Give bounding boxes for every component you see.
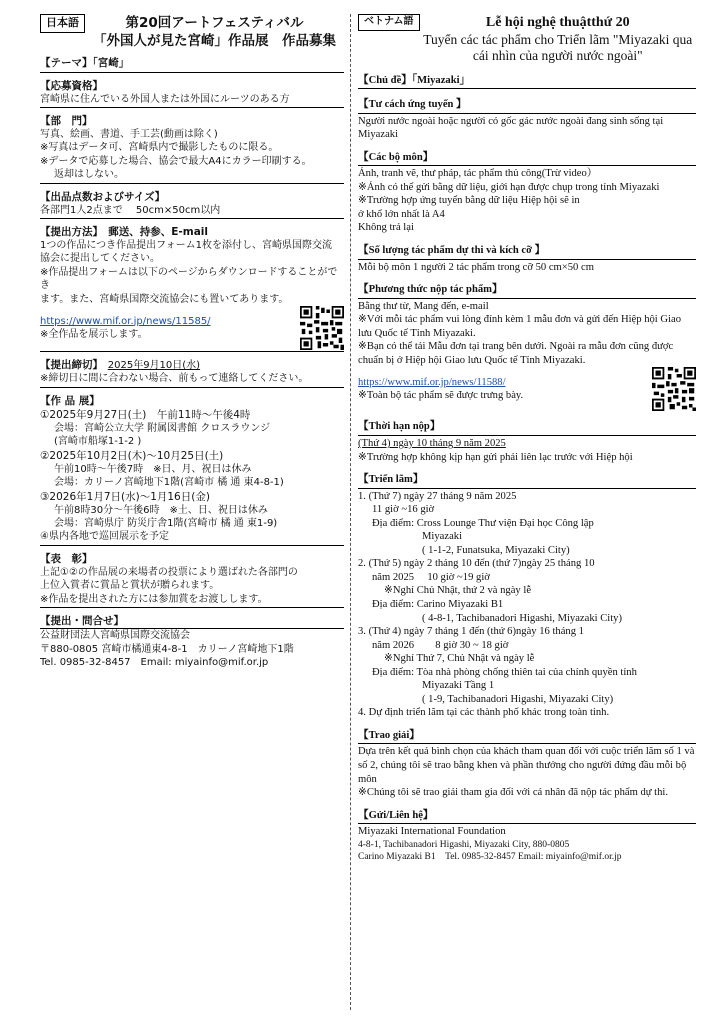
- vn-category-note-2: ※Trường hợp ứng tuyển bằng dữ liệu Hiệp hội sẽ in: [358, 195, 580, 207]
- vn-exhibit-3-time: năm 2026 8 giờ 30 ~ 18 giờ: [372, 639, 509, 651]
- jp-title-exhibition: 「外国人が見た宮崎」作品展 作品募集: [93, 33, 336, 50]
- jp-contact-heading: 【提出・問合せ】: [40, 614, 344, 629]
- jp-award-heading: 【表 彰】: [40, 552, 93, 565]
- jp-category-note-1: ※写真はデータ可、宮崎県内で撮影したものに限る。: [40, 142, 279, 154]
- vn-exhibit-3-venue-2: Miyazaki Tầng 1: [422, 680, 495, 692]
- jp-title-festival: 第20回アートフェスティバル: [125, 15, 304, 31]
- jp-method-line-4: ます。また、宮崎県国際交流協会にも置いてあります。: [40, 293, 289, 305]
- vn-theme-section: [358, 74, 696, 90]
- vn-theme-heading: 【Chủ đề】「Miyazaki」: [358, 74, 696, 90]
- vn-exhibit-1-time: 11 giờ ~16 giờ: [372, 504, 435, 516]
- jp-deadline-heading: 【提出締切】: [40, 359, 98, 372]
- vn-language-tag: ベトナム語: [358, 14, 420, 31]
- vn-eligibility-heading: 【Tư cách ứng tuyển 】: [358, 98, 696, 114]
- vn-count-text: Mỗi bộ môn 1 người 2 tác phẩm trong cỡ 50 cm×50 cm: [358, 261, 594, 273]
- vn-exhibit-2-venue: Địa điểm: Carino Miyazaki B1: [372, 598, 504, 610]
- vn-method-section: [358, 283, 696, 411]
- vn-count-heading: 【Số lượng tác phẩm dự thi và kích cỡ 】: [358, 244, 696, 260]
- vn-exhibit-3-closed: ※Nghỉ Thứ 7, Chủ Nhật và ngày lễ: [384, 653, 535, 665]
- vn-exhibit-2-closed: ※Nghỉ Chủ Nhật, thứ 2 và ngày lễ: [384, 585, 532, 597]
- jp-count-section: [40, 190, 344, 219]
- jp-method-line-3: ※作品提出フォームは以下のページからダウンロードすることができ: [40, 266, 338, 292]
- vn-award-line-1: Dựa trên kết quả bình chọn của khách tham quan đối với cuộc triển lãm số 1 và số 2, chúng tôi sẽ trao bằng khen và phần thưởng cho người đứng đầu mỗi bộ môn: [358, 746, 695, 785]
- jp-title-block: [85, 14, 344, 50]
- jp-deadline-section: [40, 358, 344, 388]
- vn-exhibit-1-venue: Địa điểm: Cross Lounge Thư viện Đại học Công lập: [372, 517, 594, 529]
- jp-deadline-date: 2025年9月10日(水): [107, 360, 201, 372]
- jp-exhibition-heading: 【作 品 展】: [40, 394, 100, 407]
- jp-method-line-2: 協会に提出してください。: [40, 253, 160, 265]
- vn-form-link[interactable]: https://www.mif.or.jp/news/11588/: [358, 376, 506, 388]
- jp-award-line-3: ※作品を提出された方には参加賞をお渡しします。: [40, 593, 268, 605]
- jp-eligibility-text: 宮崎県に住んでいる外国人または外国にルーツのある方: [40, 93, 290, 105]
- jp-contact-org: 公益財団法人宮崎県国際交流協会: [40, 630, 190, 642]
- jp-exhibit-1-address: (宮崎市船塚1-1-2 ): [54, 436, 142, 448]
- jp-category-note-3: 返却はしない。: [54, 169, 124, 181]
- vn-award-heading: 【Trao giải】: [358, 729, 696, 745]
- vn-contact-section: [358, 809, 696, 863]
- jp-method-section: [40, 225, 344, 352]
- jp-contact-section: [40, 614, 344, 669]
- vn-method-line-2: ※Với mỗi tác phẩm vui lòng đính kèm 1 mẫu đơn và gửi đến Hiệp hội Giao lưu Quốc tế Tỉnh Miyazaki.: [358, 314, 681, 339]
- vn-eligibility-section: [358, 98, 696, 142]
- jp-contact-tel: Tel. 0985-32-8457 Email: miyainfo@mif.or.jp: [40, 656, 269, 668]
- japanese-column: [40, 14, 344, 669]
- jp-method-line-5: ※全作品を展示します。: [40, 329, 148, 341]
- vn-exhibition-heading: 【Triển lãm】: [358, 473, 696, 489]
- vn-exhibit-3-venue: Địa điểm: Tòa nhà phòng chống thiên tai của chính quyền tỉnh: [372, 666, 637, 678]
- jp-url-row: [40, 306, 344, 350]
- jp-method-line-1: 1つの作品につき作品提出フォーム1枚を添付し、宮崎県国際交流: [40, 240, 333, 252]
- vn-exhibit-2-date: 2. (Thứ 5) ngày 2 tháng 10 đến (thứ 7)ngày 25 tháng 10: [358, 558, 595, 570]
- vn-deadline-heading: 【Thời hạn nộp】: [358, 420, 696, 436]
- vn-exhibit-1-venue-2: Miyazaki: [422, 531, 463, 543]
- qr-code-icon[interactable]: [300, 306, 344, 350]
- vn-contact-tel: Carino Miyazaki B1 Tel. 0985-32-8457 Email: miyainfo@mif.or.jp: [358, 851, 622, 862]
- jp-award-line-2: 上位入賞者に賞品と賞状が贈られます。: [40, 580, 220, 592]
- vn-url-row: [358, 367, 696, 411]
- vn-exhibition-section: [358, 473, 696, 720]
- jp-contact-address: 〒880-0805 宮崎市橘通東4-8-1 カリーノ宮崎地下1階: [40, 643, 294, 655]
- vn-exhibit-2-time: năm 2025 10 giờ ~19 giờ: [372, 571, 490, 583]
- vn-exhibit-1-date: 1. (Thứ 7) ngày 27 tháng 9 năm 2025: [358, 490, 517, 502]
- vn-exhibit-3-date: 3. (Thứ 4) ngày 7 tháng 1 đến (thứ 6)ngày 16 tháng 1: [358, 626, 584, 638]
- jp-award-section: [40, 552, 344, 608]
- jp-category-heading: 【部 門】: [40, 114, 93, 127]
- jp-exhibit-1-date: ①2025年9月27日(土) 午前11時～午後4時: [40, 408, 251, 421]
- vn-deadline-note: ※Trường hợp không kịp hạn gửi phải liên lạc trước với Hiệp hội: [358, 451, 633, 463]
- vn-title-exhibition: Tuyển các tác phẩm cho Triển lãm "Miyazaki qua cái nhìn của người nước ngoài": [423, 32, 693, 64]
- jp-eligibility-section: [40, 79, 344, 108]
- vn-method-line-3: ※Bạn có thể tải Mẫu đơn tại trang bên dưới. Ngoài ra mẫu đơn cũng được chuẩn bị ở Hiệp hội Giao lưu Quốc tế Tỉnh Miyazaki.: [358, 341, 674, 366]
- jp-exhibit-3-date: ③2026年1月7日(水)～1月16日(金): [40, 490, 210, 503]
- vn-contact-heading: 【Gửi/Liên hệ】: [358, 809, 696, 825]
- vn-method-line-4: ※Toàn bộ tác phẩm sẽ được trưng bày.: [358, 390, 524, 402]
- vn-header: [358, 14, 696, 65]
- qr-code-icon[interactable]: [652, 367, 696, 411]
- vn-deadline-date: (Thứ 4) ngày 10 tháng 9 năm 2025: [358, 437, 506, 449]
- jp-exhibit-2-time: 午前10時～午後7時 ※日、月、祝日は休み: [54, 463, 252, 475]
- vn-deadline-section: [358, 420, 696, 464]
- vn-category-section: [358, 151, 696, 235]
- vn-category-note-4: Không trả lại: [358, 222, 414, 234]
- column-divider: [350, 14, 351, 1010]
- jp-header: [40, 14, 344, 50]
- jp-deadline-note: ※締切日に間に合わない場合、前もって連絡してください。: [40, 373, 309, 385]
- vn-contact-org: Miyazaki International Foundation: [358, 826, 506, 838]
- vn-title-block: [420, 14, 697, 65]
- vn-award-section: [358, 729, 696, 800]
- jp-exhibit-1-venue: 会場：宮崎公立大学 附属図書館 クロスラウンジ: [54, 422, 271, 434]
- jp-language-tag: 日本語: [40, 14, 85, 33]
- jp-count-heading: 【出品点数およびサイズ】: [40, 190, 166, 203]
- vn-exhibit-2-address: ( 4-8-1, Tachibanadori Higashi, Miyazaki City): [422, 612, 622, 624]
- jp-exhibit-2-venue: 会場：カリーノ宮崎地下1階(宮崎市 橘 通 東4-8-1): [54, 477, 284, 489]
- vn-exhibit-3-address: ( 1-9, Tachibanadori Higashi, Miyazaki City): [422, 693, 614, 705]
- vietnamese-column: [358, 14, 696, 863]
- vn-eligibility-text: Người nước ngoài hoặc người có gốc gác nước ngoài đang sinh sống tại Miyazaki: [358, 115, 664, 141]
- vn-method-heading: 【Phương thức nộp tác phẩm】: [358, 283, 696, 299]
- vn-method-line-1: Bằng thư từ, Mang đến, e-mail: [358, 300, 489, 312]
- jp-eligibility-heading: 【応募資格】: [40, 79, 103, 92]
- vn-exhibit-1-address: ( 1-1-2, Funatsuka, Miyazaki City): [422, 544, 570, 556]
- jp-theme: 【テーマ】「宮崎」: [40, 57, 130, 70]
- jp-exhibit-2-date: ②2025年10月2日(木)～10月25日(土): [40, 449, 224, 462]
- jp-category-text: 写真、絵画、書道、手工芸(動画は除く): [40, 129, 218, 141]
- jp-award-line-1: 上記①②の作品展の来場者の投票により選ばれた各部門の: [40, 566, 298, 578]
- vn-category-heading: 【Các bộ môn】: [358, 151, 696, 167]
- jp-form-link[interactable]: https://www.mif.or.jp/news/11585/: [40, 315, 211, 327]
- jp-method-heading: 【提出方法】 郵送、持参、E-mail: [40, 226, 209, 239]
- vn-award-line-2: ※Chúng tôi sẽ trao giải tham gia đối với cá nhân đã nộp tác phẩm dự thi.: [358, 787, 669, 799]
- vn-exhibit-4: 4. Dự định triển lãm tại các thành phố khác trong toàn tỉnh.: [358, 707, 610, 719]
- jp-exhibit-3-time: 午前8時30分～午後6時 ※土、日、祝日は休み: [54, 504, 268, 516]
- vn-category-text: Ảnh, tranh vẽ, thư pháp, tác phẩm thủ công(Trừ video）: [358, 168, 598, 180]
- jp-count-text: 各部門1人2点まで 50cm×50cm以内: [40, 204, 221, 216]
- jp-category-note-2: ※データで応募した場合、協会で最大A4にカラー印刷する。: [40, 155, 312, 167]
- jp-category-section: [40, 114, 344, 184]
- vn-contact-address: 4-8-1, Tachibanadori Higashi, Miyazaki City, 880-0805: [358, 839, 570, 850]
- jp-exhibit-4: ④県内各地で巡回展示を予定: [40, 531, 169, 543]
- jp-exhibition-section: [40, 394, 344, 546]
- jp-theme-section: [40, 56, 344, 72]
- vn-title-festival: Lễ hội nghệ thuậtthứ 20: [485, 15, 630, 30]
- vn-category-note-1: ※Ảnh có thể gửi bằng dữ liệu, giới hạn được chụp trong tỉnh Miyazaki: [358, 181, 660, 193]
- jp-exhibit-3-venue: 会場：宮崎県庁 防災庁舎1階(宮崎市 橘 通 東1-9): [54, 518, 278, 530]
- vn-category-note-3: ở khổ lớn nhất là A4: [358, 208, 445, 220]
- vn-count-section: [358, 244, 696, 274]
